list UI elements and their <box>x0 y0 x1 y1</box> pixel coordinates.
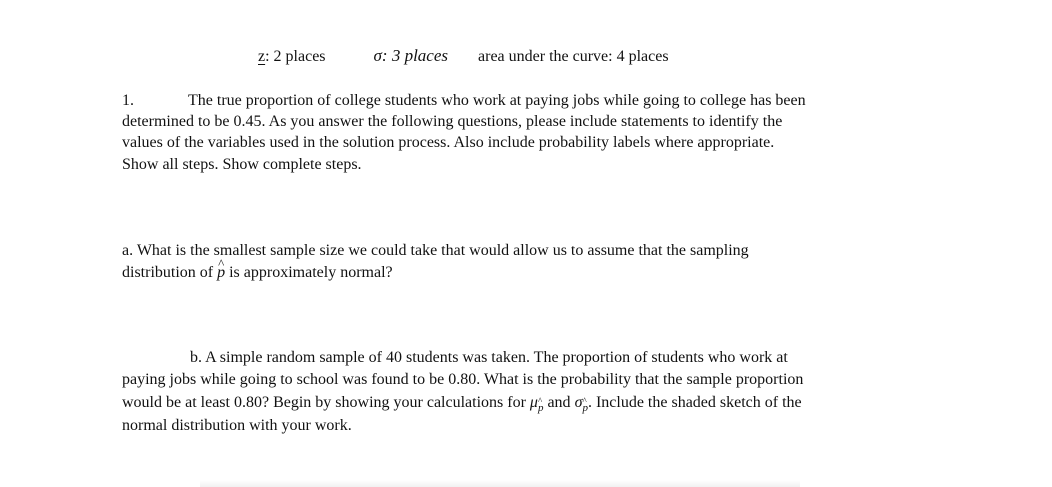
area-label: area under the curve: 4 places <box>478 48 669 65</box>
part-b-line-3 <box>122 392 802 414</box>
z-label <box>258 46 326 68</box>
part-a-text-pre: distribution of <box>122 264 218 281</box>
sigma-label <box>374 45 448 68</box>
question-1-line-3: values of the variables used in the solution process. Also include probability labels where appropriate. <box>122 134 775 151</box>
precision-instructions <box>258 45 669 68</box>
page-bottom-shadow <box>200 480 800 487</box>
part-a-line-2 <box>122 262 393 284</box>
p-hat-symbol: ^ p <box>217 262 225 284</box>
mu-symbol: $\mu_p$ <box>529 394 544 415</box>
sigma-p-symbol: $\sigma_p$ <box>574 394 588 415</box>
part-b-text-post: . Include the shaded sketch of the <box>587 394 802 411</box>
question-1-line-1 <box>122 90 806 112</box>
part-a-line-1: a. What is the smallest sample size we could take that would allow us to assume that the sampling <box>122 242 749 259</box>
question-1-text-1: The true proportion of college students who work at paying jobs while going to college has been <box>188 92 806 109</box>
sigma-symbol: σ <box>373 46 382 65</box>
and-text: and <box>543 394 575 411</box>
sigma-letter: σ <box>574 394 583 411</box>
question-number: 1. <box>122 92 134 109</box>
part-b-text-pre: would be at least 0.80? Begin by showing your calculations for <box>122 394 530 411</box>
z-symbol: z <box>258 48 266 65</box>
part-b-line-2: paying jobs while going to school was found to be 0.80. What is the probability that the sample proportion <box>122 371 804 388</box>
part-a-text-post: is approximately normal? <box>225 264 393 281</box>
part-b-line-4: normal distribution with your work. <box>122 417 352 434</box>
part-b-line-1: b. A simple random sample of 40 students was taken. The proportion of students who work at <box>190 349 788 366</box>
mu-letter: μ <box>529 394 538 411</box>
sigma-places: : 3 places <box>381 46 449 65</box>
question-1-line-2: determined to be 0.45. As you answer the following questions, please include statements to identify the <box>122 113 783 130</box>
z-places: : 2 places <box>265 48 326 65</box>
question-1-line-4: Show all steps. Show complete steps. <box>122 156 362 173</box>
